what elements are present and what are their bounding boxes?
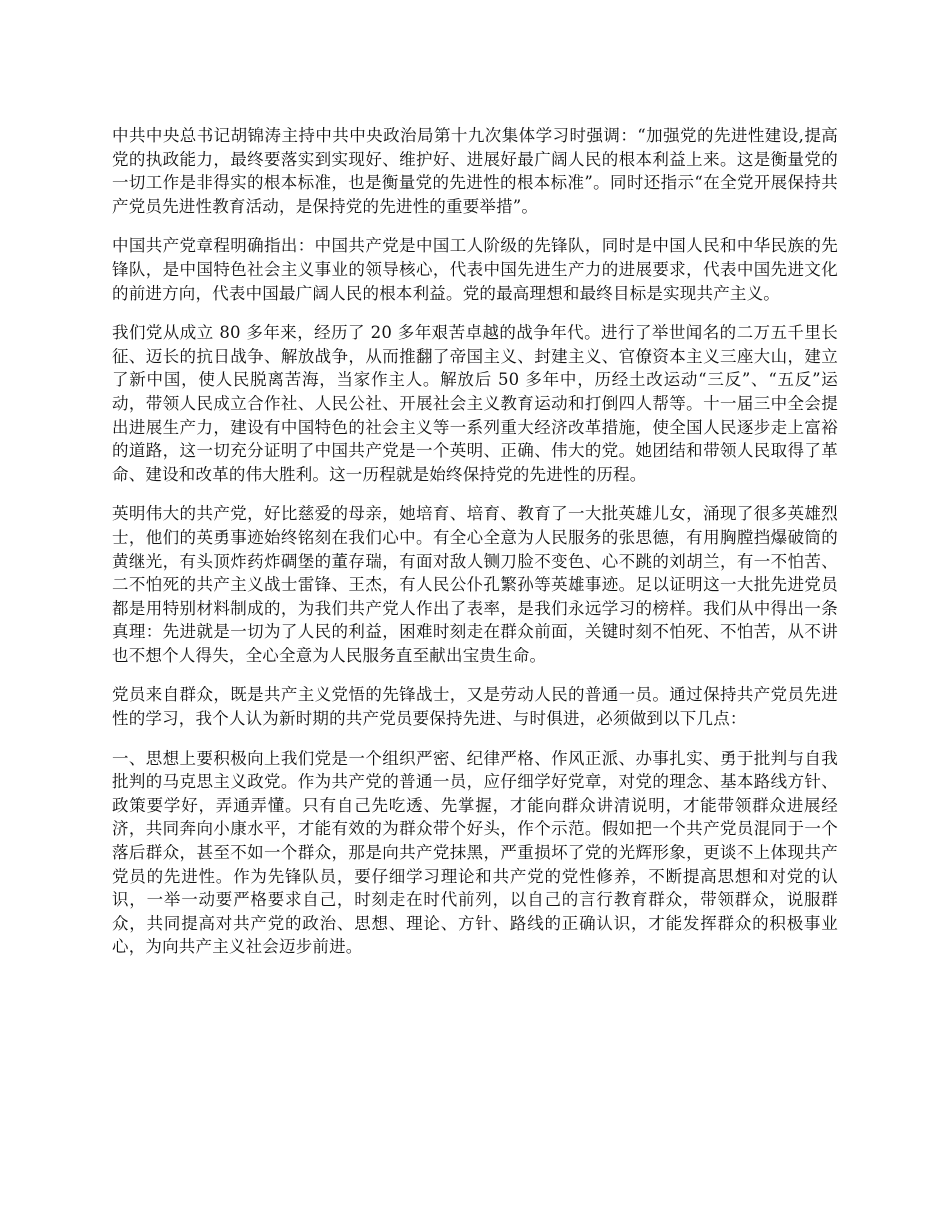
paragraph-3: 我们党从成立 80 多年来，经历了 20 多年艰苦卓越的战争年代。进行了举世闻名的二万五千里长征、迈长的抗日战争、解放战争，从而推翻了帝国主义、封建主义、官僚资本主义三座大山，建立了新中国，使人民脱离苦海，当家作主人。解放后 50 多年中，历经土改运动“三反”、“五反”运动，带领人民成立合作社、人民公社、开展社会主义教育运动和打倒四人帮等。十一届三中全会提出进展生产力，建设有中国特色的社会主义等一系列重大经济改革措施，使全国人民逐步走上富裕的道路，这一切充分证明了中国共产党是一个英明、正确、伟大的党。她团结和带领人民取得了革命、建设和改革的伟大胜利。这一历程就是始终保持党的先进性的历程。	[112, 323, 838, 484]
paragraph-2: 中国共产党章程明确指出：中国共产党是中国工人阶级的先锋队，同时是中国人民和中华民族的先锋队，是中国特色社会主义事业的领导核心，代表中国先进生产力的进展要求，代表中国先进文化的前进方向，代表中国最广阔人民的根本利益。党的最高理想和最终目标是实现共产主义。	[112, 236, 838, 303]
paragraph-1: 中共中央总书记胡锦涛主持中共中央政治局第十九次集体学习时强调：“加强党的先进性建设,提高党的执政能力，最终要落实到实现好、维护好、进展好最广阔人民的根本利益上来。这是衡量党的一切工作是非得实的根本标准，也是衡量党的先进性的根本标准”。同时还指示“在全党开展保持共产党员先进性教育活动，是保持党的先进性的重要举措”。	[112, 126, 838, 216]
paragraph-6: 一、思想上要积极向上我们党是一个组织严密、纪律严格、作风正派、办事扎实、勇于批判与自我批判的马克思主义政党。作为共产党的普通一员，应仔细学好党章，对党的理念、基本路线方针、政策要学好，弄通弄懂。只有自己先吃透、先掌握，才能向群众讲清说明，才能带领群众进展经济，共同奔向小康水平，才能有效的为群众带个好头，作个示范。假如把一个共产党员混同于一个落后群众，甚至不如一个群众，那是向共产党抹黑，严重损坏了党的光辉形象，更谈不上体现共产党员的先进性。作为先锋队员，要仔细学习理论和共产党的党性修养，不断提高思想和对党的认识，一举一动要严格要求自己，时刻走在时代前列，以自己的言行教育群众，带领群众，说服群众，共同提高对共产党的政治、思想、理论、方针、路线的正确认识，才能发挥群众的积极事业心，为向共产主义社会迈步前进。	[112, 748, 838, 957]
paragraph-5: 党员来自群众，既是共产主义党悟的先锋战士，又是劳动人民的普通一员。通过保持共产党员先进性的学习，我个人认为新时期的共产党员要保持先进、与时俱进，必须做到以下几点：	[112, 685, 838, 729]
paragraph-4: 英明伟大的共产党，好比慈爱的母亲，她培育、培育、教育了一大批英雄儿女，涌现了很多英雄烈士，他们的英勇事迹始终铭刻在我们心中。有全心全意为人民服务的张思德，有用胸膛挡爆破筒的黄继光，有头顶炸药炸碉堡的董存瑞，有面对敌人铡刀脸不变色、心不跳的刘胡兰，有一不怕苦、二不怕死的共产主义战士雷锋、王杰，有人民公仆孔繁孙等英雄事迹。足以证明这一大批先进党员都是用特别材料制成的，为我们共产党人作出了表率，是我们永远学习的榜样。我们从中得出一条真理：先进就是一切为了人民的利益，困难时刻走在群众前面，关键时刻不怕死、不怕苦，从不讲也不想个人得失，全心全意为人民服务直至献出宝贵生命。	[112, 504, 838, 665]
